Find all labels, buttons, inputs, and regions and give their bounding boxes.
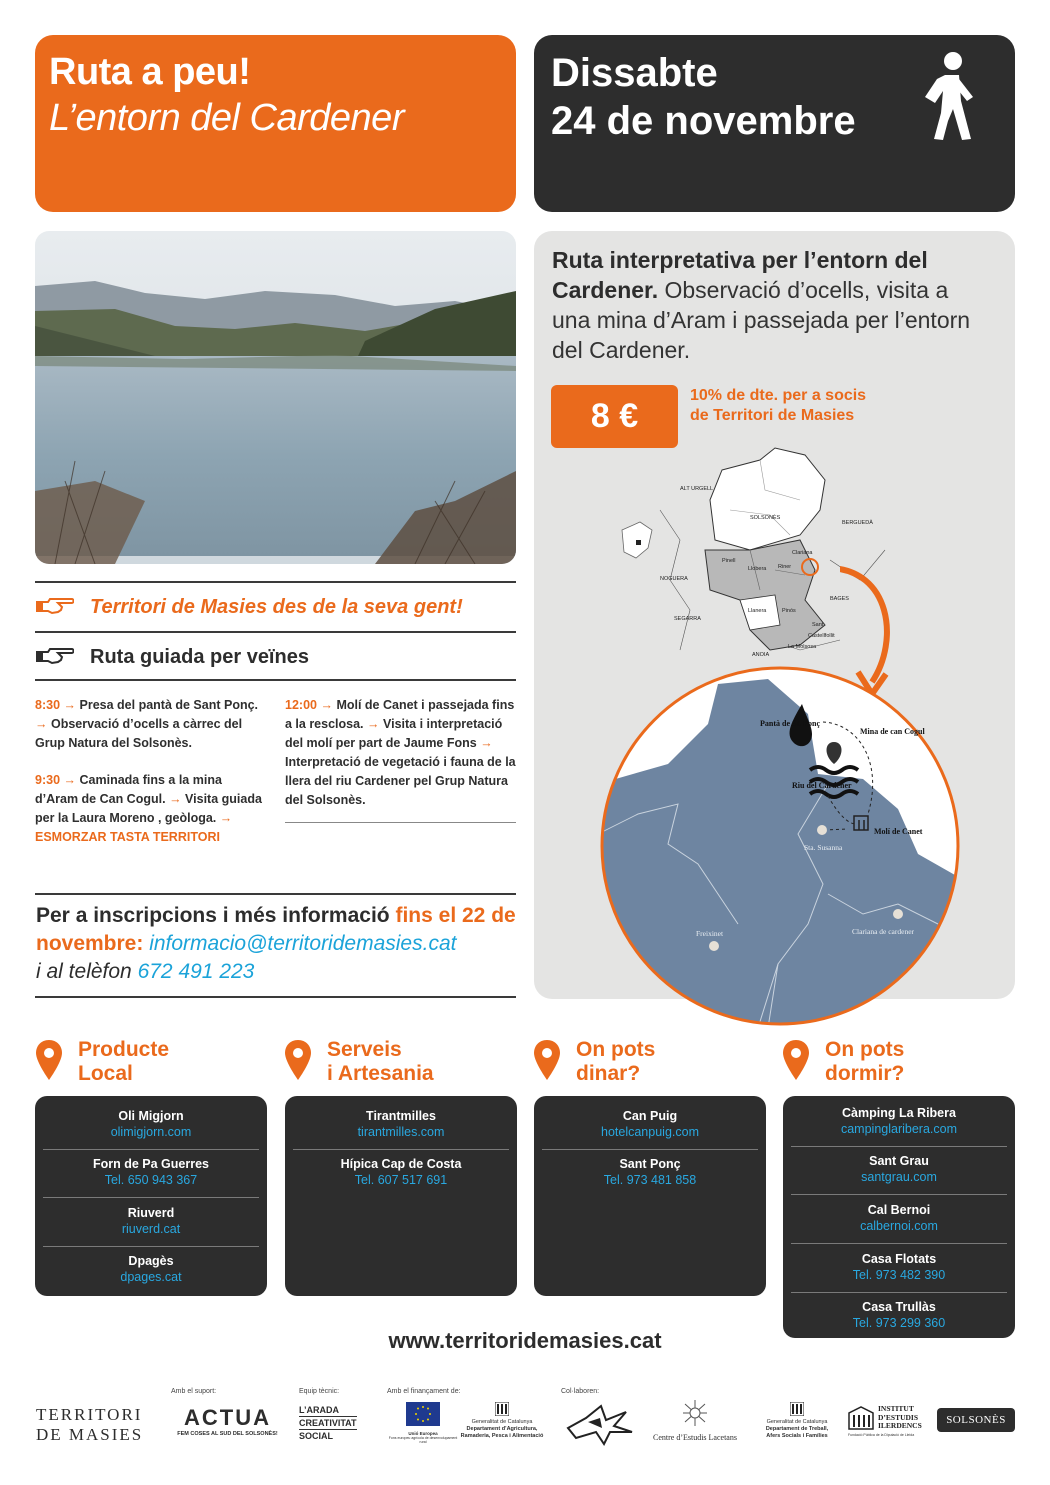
map-label: ALT URGELL <box>680 486 714 492</box>
generalitat-emblem-icon <box>790 1402 804 1416</box>
divider <box>285 822 516 823</box>
item-name: Casa Trullàs <box>862 1300 936 1314</box>
price-badge: 8 € <box>551 385 678 448</box>
logo-text: Departament de Treball, <box>765 1426 829 1432</box>
location-pin-icon <box>36 1040 62 1080</box>
map-label: BAGES <box>830 596 849 602</box>
route-description-text: Observació d’ocells, visita a una mina d’Aram i passejada per l’entorn del Cardener. <box>552 277 971 363</box>
item-link[interactable]: Tel. 973 481 858 <box>603 1173 697 1187</box>
logo-text: D’ESTUDIS <box>878 1412 919 1422</box>
item-name: Sant Grau <box>869 1154 929 1168</box>
map-label: NOGUERA <box>660 576 688 582</box>
item-link[interactable]: calbernoi.com <box>860 1219 938 1233</box>
schedule-left <box>35 696 267 847</box>
divider <box>43 1246 259 1247</box>
location-pin-icon <box>534 1040 560 1080</box>
schedule-time: 12:00 <box>285 698 317 712</box>
logo-text: Unió Europea <box>408 1431 438 1436</box>
category-title: On pots <box>576 1038 656 1061</box>
map-label-clariana: Clariana de cardener <box>852 927 915 936</box>
logo-text: Departament d’Agricultura, <box>466 1426 538 1432</box>
list-item <box>35 1205 267 1237</box>
logo-text: ACTUA <box>184 1405 271 1430</box>
schedule-item: 12:00 → Molí de Canet i passejada fins a la resclosa. → Visita i interpretació del molí per part de Jaume Fons → Interpretació de vegetació i fauna de la llera del riu Cardener pel Grup Natura del Solsonès. <box>285 698 516 807</box>
map-label: ANOIA <box>752 652 770 658</box>
pointing-hand-icon <box>36 596 74 616</box>
logo-text: CREATIVITAT <box>299 1418 357 1428</box>
discount-note <box>690 386 900 426</box>
map-label-panta: Pantà de St. Ponç <box>760 719 820 728</box>
item-name: Riuverd <box>127 1206 175 1220</box>
contact-deadline: fins el 22 de novembre: <box>36 904 516 955</box>
map-label: Pinell <box>722 558 736 564</box>
footer-label-finance: Amb el finançament de: <box>387 1388 461 1395</box>
divider <box>791 1146 1007 1147</box>
schedule-text: Presa del pantà de Sant Ponç. <box>79 698 259 712</box>
walking-person-icon <box>915 51 981 141</box>
logo-solsones: SOLSONÈS <box>937 1408 1015 1432</box>
list-item <box>285 1108 517 1140</box>
route-description-bold: Ruta interpretativa per l’entorn del Cardener. <box>552 247 928 303</box>
map-label: Pinós <box>782 608 796 614</box>
route-description <box>552 245 992 365</box>
logo-centre-estudis <box>652 1398 738 1442</box>
bird-logo-icon <box>566 1398 636 1448</box>
logo-text: Centre d’Estudis Lacetans <box>653 1433 737 1442</box>
list-item <box>35 1108 267 1140</box>
item-link[interactable]: Tel. 973 482 390 <box>852 1268 946 1282</box>
map-label: Llanera <box>748 608 767 614</box>
map-label: Llobera <box>748 566 767 572</box>
logo-text: Afers Socials i Famílies <box>766 1433 828 1439</box>
item-name: Forn de Pa Guerres <box>92 1157 209 1171</box>
header-date-box <box>534 35 1015 212</box>
contact-email-link[interactable]: informacio@territoridemasies.cat <box>149 932 457 955</box>
logo-actua <box>170 1405 285 1437</box>
item-link[interactable]: hotelcanpuig.com <box>601 1125 699 1139</box>
item-link[interactable]: dpages.cat <box>120 1270 182 1284</box>
pointing-hand-icon <box>36 646 74 666</box>
logo-generalitat-agriculture <box>452 1402 552 1440</box>
header-day: Dissabte <box>551 51 718 95</box>
category-title: Serveis <box>327 1038 402 1061</box>
category-title: dormir? <box>825 1062 905 1085</box>
map-label-freixinet: Freixinet <box>696 929 724 938</box>
divider <box>35 631 516 633</box>
card-eat <box>534 1096 766 1296</box>
schedule-text: Molí de Canet i passejada fins a la resclosa. <box>285 698 515 731</box>
logo-text: FEM COSES AL SUD DEL SOLSONÈS! <box>177 1431 278 1437</box>
schedule-text: Interpretació de vegetació i fauna de la llera del riu Cardener pel Grup Natura del Solsonès. <box>285 755 516 807</box>
item-name: Hípica Cap de Costa <box>340 1157 462 1171</box>
item-link[interactable]: Tel. 650 943 367 <box>104 1173 198 1187</box>
logo-text: Fundació Pública de la Diputació de Lleida <box>848 1433 915 1437</box>
header-title-box <box>35 35 516 212</box>
item-link[interactable]: Tel. 973 299 360 <box>852 1316 946 1330</box>
category-title: Producte <box>78 1038 170 1061</box>
logo-text: ILERDENCS <box>878 1421 922 1430</box>
item-link[interactable]: tirantmilles.com <box>357 1125 445 1139</box>
list-item <box>534 1108 766 1140</box>
list-item <box>783 1299 1015 1331</box>
divider <box>293 1149 509 1150</box>
map-label: La Molsosa <box>788 644 817 650</box>
contact-phone-prefix: i al telèfon <box>36 960 132 983</box>
divider <box>35 996 516 998</box>
category-title: Local <box>78 1062 133 1085</box>
contact-phone-link[interactable]: 672 491 223 <box>137 960 255 983</box>
list-item <box>285 1156 517 1188</box>
item-name: Dpagès <box>128 1254 174 1268</box>
item-name: Cal Bernoi <box>867 1203 931 1217</box>
list-item <box>783 1251 1015 1283</box>
schedule-right <box>285 696 517 810</box>
list-item <box>783 1153 1015 1185</box>
logo-text: Generalitat de Catalunya <box>471 1419 533 1425</box>
logo-eu <box>388 1402 458 1444</box>
building-logo-icon <box>848 1405 874 1431</box>
divider <box>542 1149 758 1150</box>
item-name: Oli Migjorn <box>118 1109 184 1123</box>
item-link[interactable]: olimigjorn.com <box>110 1125 192 1139</box>
item-link[interactable]: campinglaribera.com <box>840 1122 958 1136</box>
divider <box>43 1197 259 1198</box>
location-pin-icon <box>783 1040 809 1080</box>
divider <box>43 1149 259 1150</box>
map-label-moli: Molí de Canet <box>874 827 923 836</box>
contact-line: Per a inscripcions i més informació <box>36 904 390 927</box>
divider <box>791 1243 1007 1244</box>
map-label: Sant <box>812 622 824 628</box>
divider <box>35 679 516 681</box>
divider <box>791 1292 1007 1293</box>
logo-text: Generalitat de Catalunya <box>766 1419 828 1425</box>
item-name: Casa Flotats <box>861 1252 937 1266</box>
schedule-text: Caminada fins a la mina d’Aram de Can Cogul. <box>35 773 222 806</box>
header-title: Ruta a peu! <box>49 51 251 93</box>
eu-flag-icon <box>406 1402 440 1426</box>
map-label: SOLSONÈS <box>750 515 781 521</box>
logo-text: L’ARADA <box>299 1405 339 1415</box>
discount-line-1: 10% de dte. per a socis <box>690 387 867 404</box>
detail-map <box>598 664 962 1028</box>
map-label-mina: Mina de can Cogul <box>860 727 925 736</box>
footer-label-support: Amb el suport: <box>171 1388 217 1395</box>
logo-text: TERRITORI <box>36 1405 143 1424</box>
logo-text: DE MASIES <box>36 1425 144 1444</box>
schedule-time: 9:30 <box>35 773 61 787</box>
map-label: Riner <box>778 564 792 570</box>
logo-text: Fons europeu agrícola de desenvolupament rural <box>388 1436 458 1444</box>
list-item <box>534 1156 766 1188</box>
schedule-highlight: ESMORZAR TASTA TERRITORI <box>35 830 220 844</box>
category-title: i Artesania <box>327 1062 434 1085</box>
category-title: dinar? <box>576 1062 641 1085</box>
logo-text: SOCIAL <box>299 1429 357 1442</box>
item-name: Càmping La Ribera <box>842 1106 956 1120</box>
logo-bird <box>566 1398 636 1453</box>
logo-generalitat-treball <box>752 1402 842 1440</box>
map-label: Clariana <box>792 550 813 556</box>
location-pin-icon <box>285 1040 311 1080</box>
item-link[interactable]: Tel. 607 517 691 <box>354 1173 448 1187</box>
list-item <box>35 1156 267 1188</box>
divider <box>35 581 516 583</box>
map-label: BERGUEDÀ <box>842 520 873 526</box>
list-item <box>35 1253 267 1285</box>
discount-line-2: de Territori de Masies <box>690 407 855 424</box>
item-name: Can Puig <box>622 1109 678 1123</box>
card-services <box>285 1096 517 1296</box>
map-label-riu: Riu del Cardener <box>792 781 852 790</box>
card-local <box>35 1096 267 1296</box>
landscape-photo <box>35 231 516 564</box>
schedule-text: Visita i interpretació del molí per part de Jaume Fons <box>285 717 503 750</box>
item-name: Tirantmilles <box>366 1109 436 1123</box>
map-label: SEGARRA <box>674 616 701 622</box>
logo-larada <box>299 1404 357 1442</box>
card-sleep <box>783 1096 1015 1338</box>
header-subtitle: L’entorn del Cardener <box>49 97 404 139</box>
contact-info <box>36 902 516 986</box>
schedule-item: 8:30 → Presa del pantà de Sant Ponç. → Observació d’ocells a càrrec del Grup Natura del Solsonès. <box>35 698 259 750</box>
schedule-item: 9:30 → Caminada fins a la mina d’Aram de Can Cogul. → Visita guiada per la Laura Moreno , geòloga. → ESMORZAR TASTA TERRITORI <box>35 773 262 844</box>
footer-label-collab: Col·laboren: <box>561 1388 600 1395</box>
generalitat-emblem-icon <box>495 1402 509 1416</box>
schedule-time: 8:30 <box>35 698 61 712</box>
logo-text: INSTITUT <box>878 1404 914 1413</box>
map-label-susanna: Sta. Susanna <box>804 843 843 852</box>
schedule-text: Visita guiada per la Laura Moreno , geòloga. <box>35 792 262 825</box>
sun-logo-icon <box>682 1398 708 1428</box>
list-item <box>783 1202 1015 1234</box>
tagline-community-text: Territori de Masies des de la seva gent! <box>90 596 463 618</box>
item-link[interactable]: riuverd.cat <box>121 1222 181 1236</box>
tagline-guided <box>36 646 309 669</box>
schedule-text: Observació d’ocells a càrrec del Grup Natura del Solsonès. <box>35 717 243 750</box>
divider <box>791 1194 1007 1195</box>
tagline-community <box>36 596 463 619</box>
logo-text: Ramaderia, Pesca i Alimentació <box>460 1433 544 1439</box>
logo-territori-de-masies <box>36 1405 143 1445</box>
item-link[interactable]: santgrau.com <box>861 1170 937 1184</box>
item-name: Sant Ponç <box>619 1157 681 1171</box>
category-title: On pots <box>825 1038 905 1061</box>
header-date: 24 de novembre <box>551 99 856 143</box>
website-link[interactable]: www.territoridemasies.cat <box>388 1328 662 1353</box>
divider <box>35 893 516 895</box>
footer-label-tech: Equip tècnic: <box>299 1388 340 1395</box>
list-item <box>783 1105 1015 1137</box>
map-label: Castellfollit <box>808 633 835 639</box>
tagline-guided-text: Ruta guiada per veïnes <box>90 646 309 668</box>
